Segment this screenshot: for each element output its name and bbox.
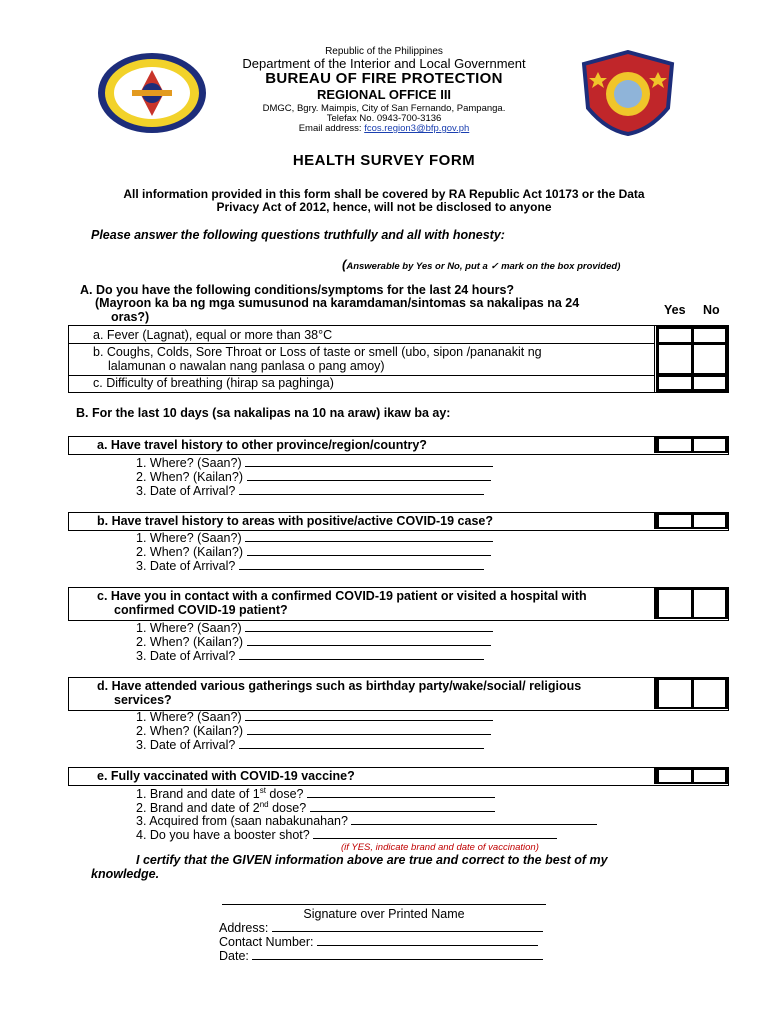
q-c-arrival	[136, 649, 484, 663]
question-c-text: c. Have you in contact with a confirmed COVID-19 patient or visited a hospital with	[97, 589, 587, 603]
contact-no-checkbox[interactable]	[694, 590, 725, 617]
privacy-notice-1: All information provided in this form shall be covered by RA Republic Act 10173 or the Data	[123, 187, 645, 201]
q-d-arrival-blank[interactable]	[239, 738, 484, 749]
q-a-where	[136, 456, 493, 470]
section-a-question-tagalog: (Mayroon ka ba ng mga sumusunod na karamdaman/sintomas sa nakalipas na 24	[95, 296, 580, 310]
certify-text-2: knowledge.	[91, 867, 160, 881]
acquired-label: 3. Acquired from (saan nabakunahan?	[136, 814, 348, 828]
booster-blank[interactable]	[313, 828, 557, 839]
second-dose-sup: nd	[259, 800, 269, 809]
first-dose-label-pre: 1. Brand and date of 1	[136, 787, 260, 802]
booster-note: (if YES, indicate brand and date of vaccination)	[341, 842, 539, 853]
acquired-blank[interactable]	[351, 814, 597, 825]
answer-note-text: Answerable by Yes or No, put a ✓ mark on the box provided)	[346, 261, 621, 272]
breathing-no-checkbox[interactable]	[694, 377, 725, 389]
no-column-label: No	[703, 303, 720, 317]
q-a-arrival-label: 3. Date of Arrival?	[136, 484, 236, 498]
question-a-row	[68, 436, 729, 455]
first-dose-sup: st	[259, 786, 266, 795]
question-c-text-2: confirmed COVID-19 patient?	[114, 603, 288, 617]
cough-yes-checkbox[interactable]	[659, 345, 691, 373]
cough-no-checkbox[interactable]	[694, 345, 725, 373]
q-b-where-blank[interactable]	[245, 531, 493, 542]
section-a-question-tagalog-2: oras?)	[111, 310, 150, 324]
gathering-yes-checkbox[interactable]	[659, 680, 691, 707]
q-a-when-label: 2. When? (Kailan?)	[136, 470, 244, 484]
signature-label: Signature over Printed Name	[303, 907, 465, 921]
office-address: DMGC, Bgry. Maimpis, City of San Fernando, Pampanga.	[262, 103, 506, 114]
q-e-second-dose	[136, 800, 495, 815]
symptom-breathing: c. Difficulty of breathing (hirap sa paghinga)	[93, 376, 334, 390]
q-d-when-label: 2. When? (Kailan?)	[136, 724, 244, 738]
section-a-question: A. Do you have the following conditions/symptoms for the last 24 hours?	[80, 283, 515, 297]
q-e-booster	[136, 828, 557, 842]
q-e-first-dose	[136, 786, 495, 801]
q-a-when	[136, 470, 491, 484]
q-d-when	[136, 724, 491, 738]
covid-area-no-checkbox[interactable]	[694, 515, 725, 527]
symptom-fever: a. Fever (Lagnat), equal or more than 38°C	[93, 328, 333, 342]
date-field	[219, 949, 543, 963]
yes-column-label: Yes	[664, 303, 686, 317]
answer-note	[342, 256, 620, 274]
first-dose-blank[interactable]	[307, 787, 495, 798]
department-text: Department of the Interior and Local Government	[242, 56, 526, 71]
email-line	[0, 123, 768, 134]
q-d-arrival	[136, 738, 484, 752]
q-e-acquired	[136, 814, 597, 828]
contact-field	[219, 935, 538, 949]
signature-line[interactable]	[222, 904, 546, 905]
covid-area-yes-checkbox[interactable]	[659, 515, 691, 527]
q-c-when-label: 2. When? (Kailan?)	[136, 635, 244, 649]
symptom-cough-cont: lalamunan o nawalan nang panlasa o pang amoy)	[108, 359, 385, 373]
question-b-row	[68, 512, 729, 531]
date-label: Date:	[219, 949, 249, 963]
booster-label: 4. Do you have a booster shot?	[136, 828, 310, 842]
travel-yes-checkbox[interactable]	[659, 439, 691, 451]
answer-note-paren: (	[342, 257, 347, 272]
q-a-arrival-blank[interactable]	[239, 484, 484, 495]
section-b-heading: B. For the last 10 days (sa nakalipas na 10 na araw) ikaw ba ay:	[76, 406, 451, 420]
q-d-arrival-label: 3. Date of Arrival?	[136, 738, 236, 752]
office-name: REGIONAL OFFICE III	[316, 87, 452, 102]
fever-yes-checkbox[interactable]	[659, 329, 691, 342]
certify-text-1: I certify that the GIVEN information above are true and correct to the best of my	[136, 853, 608, 867]
second-dose-label-pre: 2. Brand and date of 2	[136, 801, 260, 816]
form-title: HEALTH SURVEY FORM	[292, 152, 476, 169]
q-d-where-label: 1. Where? (Saan?)	[136, 710, 242, 724]
instruction: Please answer the following questions truthfully and all with honesty:	[91, 228, 505, 242]
q-c-arrival-label: 3. Date of Arrival?	[136, 649, 236, 663]
q-a-arrival	[136, 484, 484, 498]
q-b-arrival	[136, 559, 484, 573]
q-d-where-blank[interactable]	[245, 710, 493, 721]
date-blank[interactable]	[252, 949, 543, 960]
q-d-when-blank[interactable]	[247, 724, 491, 735]
second-dose-blank[interactable]	[310, 801, 495, 812]
symptom-cough: b. Coughs, Colds, Sore Throat or Loss of taste or smell (ubo, sipon /pananakit ng	[93, 345, 542, 359]
gathering-no-checkbox[interactable]	[694, 680, 725, 707]
privacy-notice-2: Privacy Act of 2012, hence, will not be disclosed to anyone	[216, 200, 552, 214]
q-c-where	[136, 621, 493, 635]
question-a-text: a. Have travel history to other province/region/country?	[97, 438, 427, 452]
question-d-text: d. Have attended various gatherings such as birthday party/wake/social/ religious	[97, 679, 582, 693]
telefax: Telefax No. 0943-700-3136	[326, 113, 442, 124]
contact-yes-checkbox[interactable]	[659, 590, 691, 617]
question-d-row	[68, 677, 729, 711]
q-b-when-label: 2. When? (Kailan?)	[136, 545, 244, 559]
email-label: Email address:	[298, 123, 365, 134]
email-link[interactable]: fcos.region3@bfp.gov.ph	[364, 123, 470, 134]
q-c-arrival-blank[interactable]	[239, 649, 484, 660]
q-b-arrival-blank[interactable]	[239, 559, 484, 570]
question-d-text-2: services?	[114, 693, 172, 707]
q-c-where-blank[interactable]	[245, 621, 493, 632]
contact-label: Contact Number:	[219, 935, 314, 949]
second-dose-label-post: dose?	[268, 801, 307, 816]
address-label: Address:	[219, 921, 269, 935]
question-b-text: b. Have travel history to areas with positive/active COVID-19 case?	[97, 514, 493, 528]
q-d-where	[136, 710, 493, 724]
q-c-when	[136, 635, 491, 649]
republic-text: Republic of the Philippines	[325, 46, 443, 57]
bureau-name: BUREAU OF FIRE PROTECTION	[265, 70, 503, 87]
travel-no-checkbox[interactable]	[694, 439, 725, 451]
q-b-arrival-label: 3. Date of Arrival?	[136, 559, 236, 573]
q-b-when-blank[interactable]	[247, 545, 491, 556]
q-a-when-blank[interactable]	[247, 470, 491, 481]
question-e-text: e. Fully vaccinated with COVID-19 vaccine?	[97, 769, 355, 783]
vaccinated-no-checkbox[interactable]	[694, 770, 725, 782]
address-field	[219, 921, 543, 935]
fever-no-checkbox[interactable]	[694, 329, 725, 342]
q-a-where-blank[interactable]	[245, 456, 493, 467]
breathing-yes-checkbox[interactable]	[659, 377, 691, 389]
q-b-where-label: 1. Where? (Saan?)	[136, 531, 242, 545]
question-e-row	[68, 767, 729, 786]
q-b-where	[136, 531, 493, 545]
q-c-where-label: 1. Where? (Saan?)	[136, 621, 242, 635]
vaccinated-yes-checkbox[interactable]	[659, 770, 691, 782]
q-b-when	[136, 545, 491, 559]
first-dose-label-post: dose?	[265, 787, 304, 802]
q-c-when-blank[interactable]	[247, 635, 491, 646]
contact-blank[interactable]	[317, 935, 538, 946]
address-blank[interactable]	[272, 921, 543, 932]
symptoms-table	[68, 325, 729, 393]
q-a-where-label: 1. Where? (Saan?)	[136, 456, 242, 470]
question-c-row	[68, 587, 729, 621]
